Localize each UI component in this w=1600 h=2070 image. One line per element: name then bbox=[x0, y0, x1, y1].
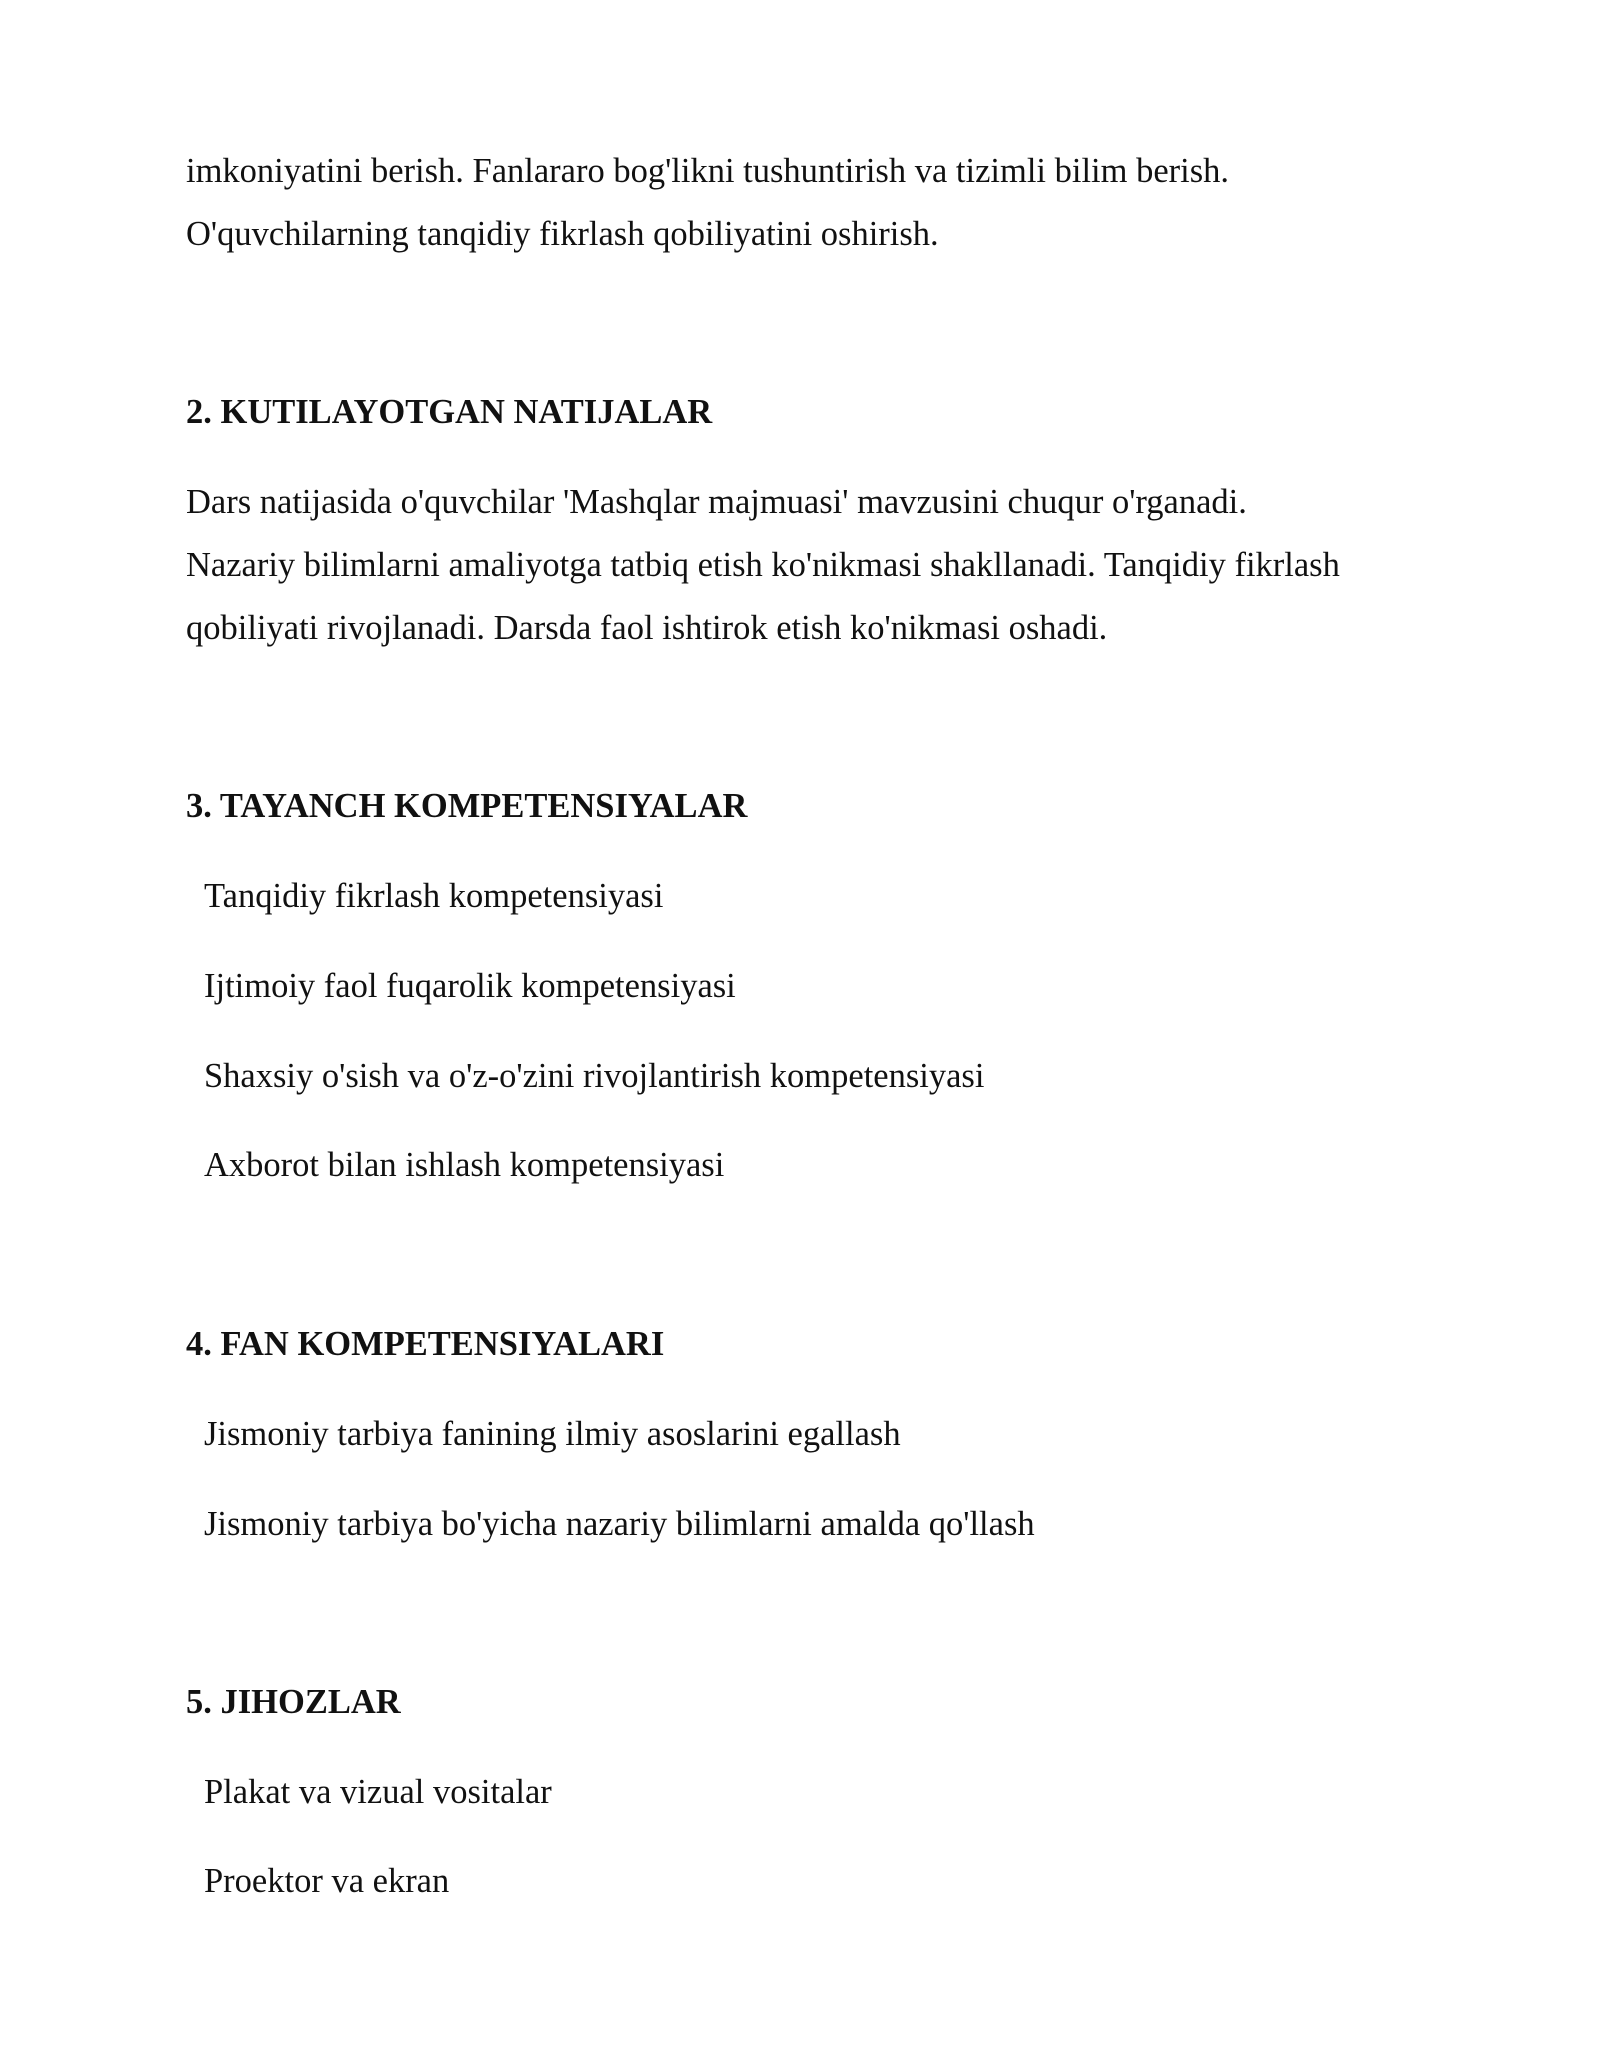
intro-line-1: imkoniyatini berish. Fanlararo bog'likni tushuntirish va tizimli bilim berish. bbox=[186, 152, 1230, 190]
natijalar-line-2: Nazariy bilimlarni amaliyotga tatbiq etish ko'nikmasi shakllanadi. Tanqidiy fikrlash bbox=[186, 546, 1340, 584]
section-heading-jihozlar: 5. JIHOZLAR bbox=[186, 1683, 401, 1721]
list-item: Tanqidiy fikrlash kompetensiyasi bbox=[204, 877, 664, 915]
list-item: Jismoniy tarbiya fanining ilmiy asoslarini egallash bbox=[204, 1415, 901, 1453]
list-item: Shaxsiy o'sish va o'z-o'zini rivojlantirish kompetensiyasi bbox=[204, 1057, 985, 1095]
section-heading-fan: 4. FAN KOMPETENSIYALARI bbox=[186, 1325, 665, 1363]
natijalar-line-1: Dars natijasida o'quvchilar 'Mashqlar majmuasi' mavzusini chuqur o'rganadi. bbox=[186, 483, 1247, 521]
section-heading-tayanch: 3. TAYANCH KOMPETENSIYALAR bbox=[186, 787, 748, 825]
list-item: Proektor va ekran bbox=[204, 1862, 450, 1900]
list-item: Ijtimoiy faol fuqarolik kompetensiyasi bbox=[204, 967, 736, 1005]
list-item: Jismoniy tarbiya bo'yicha nazariy bilimlarni amalda qo'llash bbox=[204, 1505, 1035, 1543]
natijalar-line-3: qobiliyati rivojlanadi. Darsda faol ishtirok etish ko'nikmasi oshadi. bbox=[186, 609, 1108, 647]
list-item: Plakat va vizual vositalar bbox=[204, 1773, 552, 1811]
section-heading-natijalar: 2. KUTILAYOTGAN NATIJALAR bbox=[186, 393, 713, 431]
intro-line-2: O'quvchilarning tanqidiy fikrlash qobiliyatini oshirish. bbox=[186, 215, 939, 253]
list-item: Axborot bilan ishlash kompetensiyasi bbox=[204, 1146, 725, 1184]
